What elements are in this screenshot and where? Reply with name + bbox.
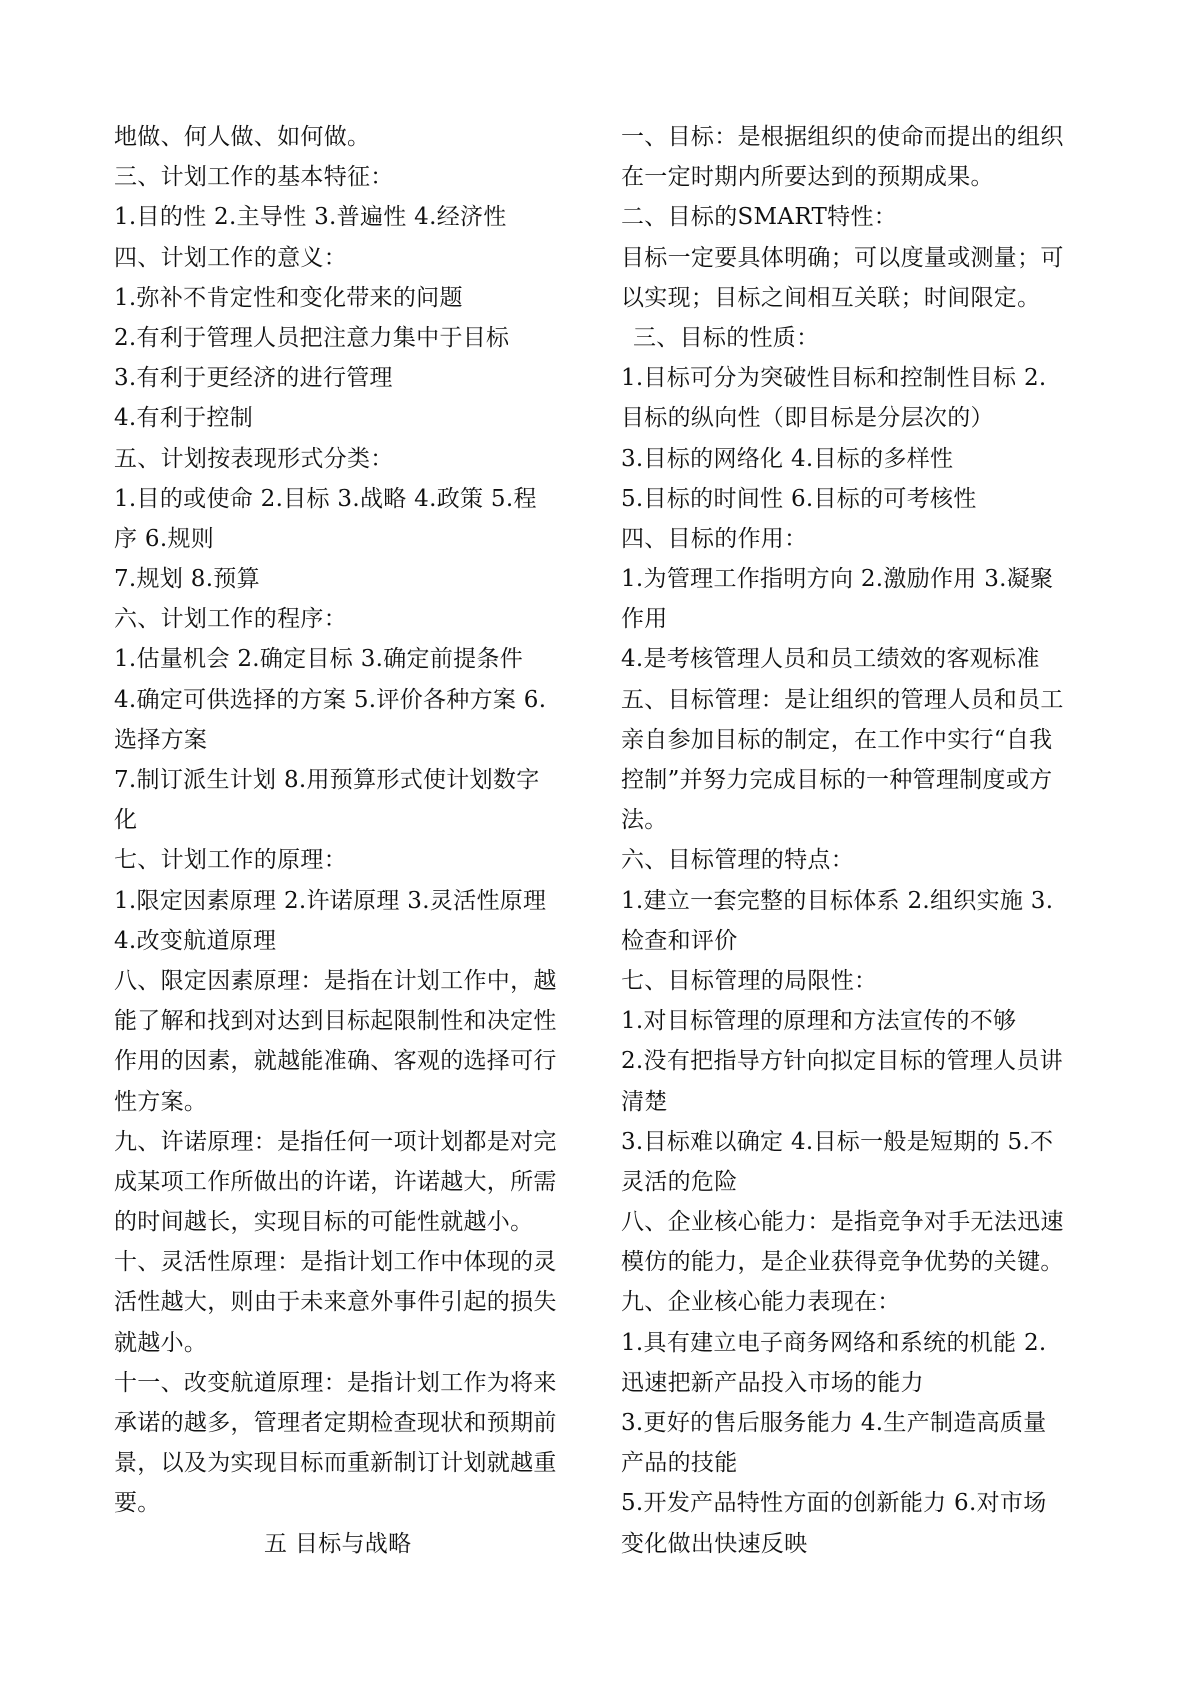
definition-line: 景，以及为实现目标而重新制订计划就越重 [114, 1450, 557, 1477]
definition-line: 承诺的越多，管理者定期检查现状和预期前 [114, 1410, 557, 1436]
text-line: 1.对目标管理的原理和方法宣传的不够 [621, 1008, 1017, 1035]
definition-line: 成某项工作所做出的许诺，许诺越大，所需 [114, 1168, 557, 1195]
heading-line: 六、计划工作的程序： [114, 606, 347, 633]
definition-line: 就越小。 [114, 1329, 208, 1356]
heading-line: 二、目标的SMART特性： [621, 204, 898, 231]
heading-line: 五、计划按表现形式分类： [114, 445, 394, 472]
text-line: 地做、何人做、如何做。 [114, 124, 371, 150]
text-line: 5.目标的时间性 6.目标的可考核性 [621, 485, 977, 512]
left-column [114, 117, 584, 1564]
text-line: 以实现；目标之间相互关联；时间限定。 [621, 284, 1041, 311]
text-line: 4.是考核管理人员和员工绩效的客观标准 [621, 646, 1040, 673]
definition-line: 要。 [114, 1490, 161, 1517]
text-line: 4.改变航道原理 [114, 927, 277, 954]
definition-line: 九、许诺原理：是指任何一项计划都是对完 [114, 1128, 557, 1155]
definition-line: 八、限定因素原理：是指在计划工作中，越 [114, 967, 557, 994]
text-line: 选择方案 [114, 726, 208, 753]
text-line: 目标一定要具体明确；可以度量或测量；可 [621, 244, 1064, 271]
section-title: 五 目标与战略 [264, 1530, 412, 1557]
text-line: 1.弥补不肯定性和变化带来的问题 [114, 284, 463, 311]
definition-line: 性方案。 [114, 1088, 208, 1115]
text-line: 检查和评价 [621, 927, 738, 954]
definition-line: 八、企业核心能力：是指竞争对手无法迅速 [621, 1209, 1064, 1236]
text-line: 3.更好的售后服务能力 4.生产制造高质量 [621, 1410, 1047, 1436]
text-line: 作用 [621, 606, 668, 633]
text-line: 产品的技能 [621, 1450, 738, 1477]
definition-line: 模仿的能力，是企业获得竞争优势的关键。 [621, 1249, 1064, 1276]
text-line: 1.具有建立电子商务网络和系统的机能 2. [621, 1329, 1047, 1356]
definition-line: 活性越大，则由于未来意外事件引起的损失 [114, 1289, 557, 1316]
heading-line: 四、计划工作的意义： [114, 244, 347, 271]
text-line: 变化做出快速反映 [621, 1530, 808, 1557]
definition-line: 十、灵活性原理：是指计划工作中体现的灵 [114, 1249, 557, 1276]
text-line: 5.开发产品特性方面的创新能力 6.对市场 [621, 1490, 1047, 1517]
text-line: 2.有利于管理人员把注意力集中于目标 [114, 324, 510, 351]
text-line: 迅速把新产品投入市场的能力 [621, 1369, 924, 1396]
text-line: 7.制订派生计划 8.用预算形式使计划数字 [114, 767, 540, 793]
text-line: 3.目标难以确定 4.目标一般是短期的 5.不 [621, 1128, 1054, 1155]
definition-line: 的时间越长，实现目标的可能性就越小。 [114, 1209, 534, 1236]
text-line: 化 [114, 807, 138, 834]
text-line: 灵活的危险 [621, 1168, 738, 1195]
definition-line: 五、目标管理：是让组织的管理人员和员工 [621, 686, 1064, 713]
text-line: 2.没有把指导方针向拟定目标的管理人员讲 [621, 1048, 1063, 1075]
definition-line: 十一、改变航道原理：是指计划工作为将来 [114, 1369, 557, 1396]
text-line: 1.为管理工作指明方向 2.激励作用 3.凝聚 [621, 566, 1054, 593]
right-column [621, 117, 1091, 1564]
heading-line: 七、计划工作的原理： [114, 847, 347, 874]
definition-line: 亲自参加目标的制定，在工作中实行“自我 [621, 726, 1053, 753]
text-line: 4.确定可供选择的方案 5.评价各种方案 6. [114, 686, 547, 713]
text-line: 1.限定因素原理 2.许诺原理 3.灵活性原理 [114, 887, 547, 914]
definition-line: 在一定时期内所要达到的预期成果。 [621, 164, 994, 191]
text-line: 清楚 [621, 1088, 668, 1115]
definition-line: 能了解和找到对达到目标起限制性和决定性 [114, 1008, 557, 1035]
text-line: 1.目标可分为突破性目标和控制性目标 2. [621, 365, 1047, 392]
heading-line: 四、目标的作用： [621, 525, 808, 552]
text-line: 3.有利于更经济的进行管理 [114, 365, 393, 392]
text-line: 7.规划 8.预算 [114, 566, 260, 593]
heading-line: 三、计划工作的基本特征： [114, 164, 394, 191]
text-line: 目标的纵向性（即目标是分层次的） [621, 405, 994, 432]
text-line: 1.目的性 2.主导性 3.普遍性 4.经济性 [114, 204, 507, 231]
heading-line: 七、目标管理的局限性： [621, 967, 878, 994]
text-line: 1.建立一套完整的目标体系 2.组织实施 3. [621, 887, 1054, 914]
text-line: 1.目的或使命 2.目标 3.战略 4.政策 5.程 [114, 485, 537, 512]
heading-line: 九、企业核心能力表现在： [621, 1289, 901, 1316]
heading-line: 六、目标管理的特点： [621, 847, 854, 874]
definition-line: 控制”并努力完成目标的一种管理制度或方 [621, 767, 1053, 793]
definition-line: 一、目标：是根据组织的使命而提出的组织 [621, 124, 1064, 150]
text-line: 1.估量机会 2.确定目标 3.确定前提条件 [114, 646, 524, 673]
heading-line: 三、目标的性质： [633, 324, 820, 351]
text-line: 3.目标的网络化 4.目标的多样性 [621, 445, 954, 472]
text-line: 4.有利于控制 [114, 405, 254, 432]
text-line: 序 6.规则 [114, 525, 215, 552]
definition-line: 法。 [621, 807, 668, 834]
definition-line: 作用的因素，就越能准确、客观的选择可行 [114, 1048, 557, 1075]
